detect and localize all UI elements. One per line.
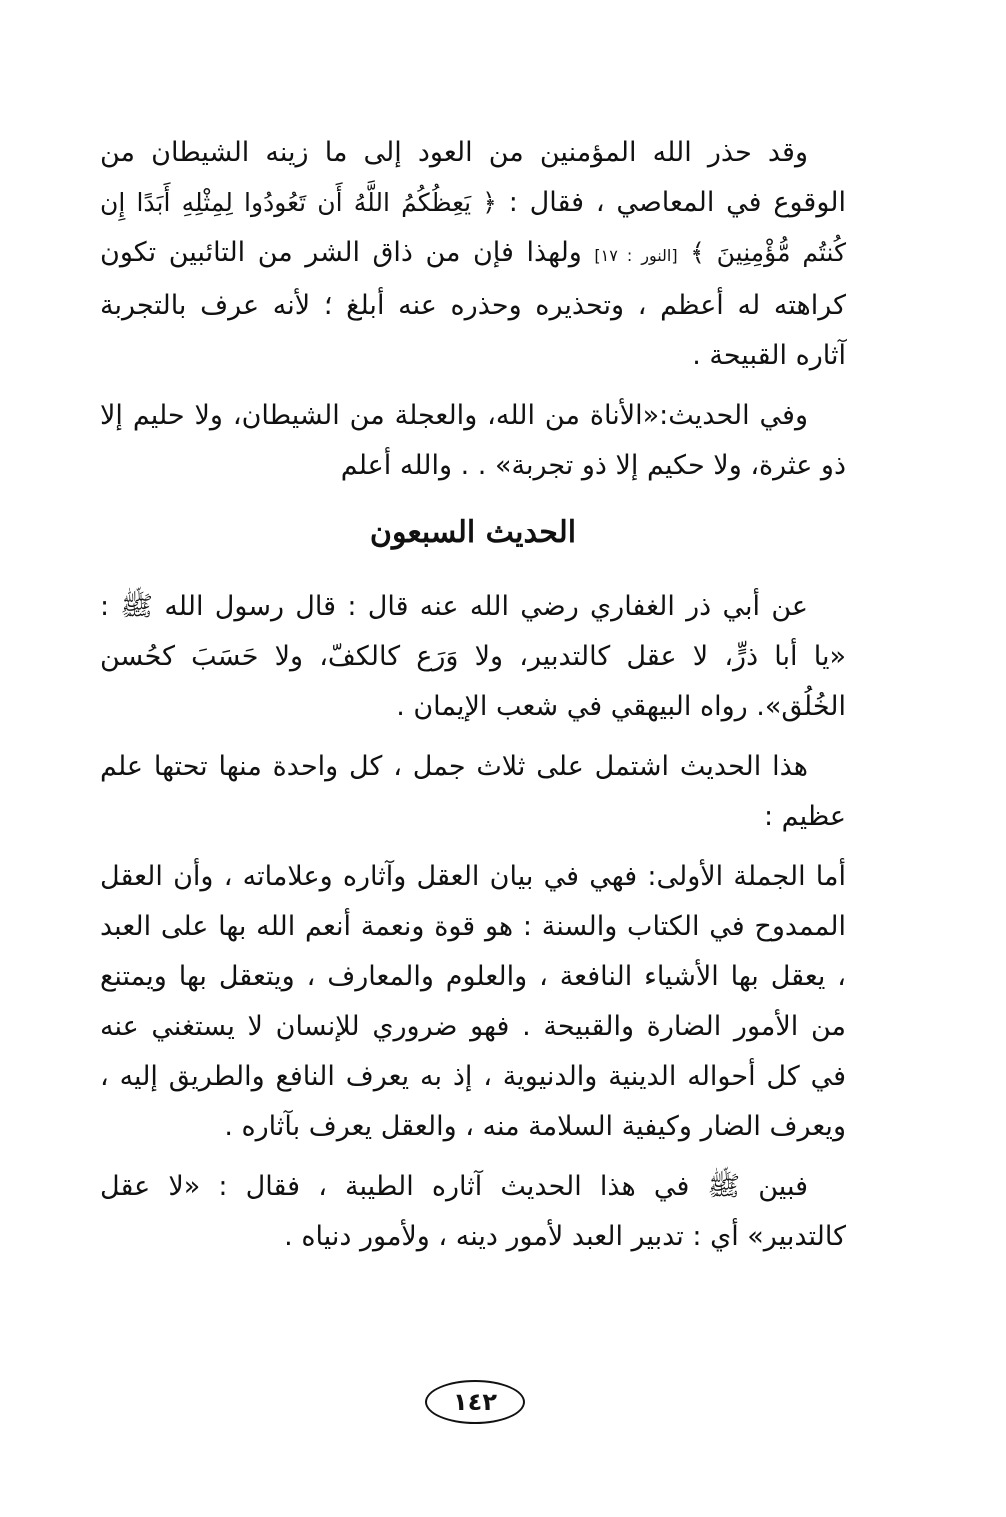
verse-reference: [النور : ١٧]: [594, 246, 678, 265]
page-content: [100, 128, 846, 1272]
paragraph-text: أما الجملة الأولى: فهي في بيان العقل وآثاره وعلاماته ، وأن العقل الممدوح في الكتاب والسنة : هو قوة ونعمة أنعم الله بها على العبد ، يعقل بها الأشياء النافعة ، والعلوم والمعارف ، ويتعقل بها ويمتنع من الأمور الضارة والقبيحة . فهو ضروري للإنسان لا يستغني عنه في كل أحواله الدينية والدنيوية ، إذ به يعرف النافع والطريق إليه ، ويعرف الضار وكيفية السلامة منه ، والعقل يعرف بآثاره .: [100, 861, 846, 1142]
paragraph-text: فبين ﷺ في هذا الحديث آثاره الطيبة ، فقال : «لا عقل كالتدبير» أي : تدبير العبد لأمور دينه ، ولأمور دنياه .: [100, 1171, 846, 1252]
paragraph: [100, 391, 846, 491]
page-number: ١٤٢: [425, 1380, 525, 1424]
paragraph: [100, 852, 846, 1152]
section-heading: الحديث السبعون: [369, 515, 577, 550]
paragraph-text: هذا الحديث اشتمل على ثلاث جمل ، كل واحدة منها تحتها علم عظيم :: [100, 751, 846, 832]
paragraph-text: وقد حذر الله المؤمنين من العود إلى ما زينه الشيطان من الوقوع في المعاصي ، فقال :: [100, 137, 846, 218]
paragraph-text: عن أبي ذر الغفاري رضي الله عنه قال : قال رسول الله ﷺ : «يا أبا ذرٍّ، لا عقل كالتدبير، ولا وَرَع كالكفّ، ولا حَسَبَ كحُسن الخُلُق». رواه البيهقي في شعب الإيمان .: [100, 591, 846, 722]
paragraph: [100, 582, 846, 732]
paragraph: [100, 1162, 846, 1262]
paragraph-text: وفي الحديث:«الأناة من الله، والعجلة من الشيطان، ولا حليم إلا ذو عثرة، ولا حكيم إلا ذو تجربة» . . والله أعلم: [100, 400, 846, 481]
paragraph-text: ولهذا فإن من ذاق الشر من التائبين تكون كراهته له أعظم ، وتحذيره وحذره عنه أبلغ ؛ لأنه عرف بالتجربة آثاره القبيحة .: [100, 237, 846, 371]
paragraph: [100, 742, 846, 842]
quran-verse: ﴿ يَعِظُكُمُ اللَّهُ أَن تَعُودُوا لِمِثْلِهِ أَبَدًا إِن كُنتُم مُّؤْمِنِينَ ﴾: [100, 188, 846, 267]
paragraph: [100, 128, 846, 381]
